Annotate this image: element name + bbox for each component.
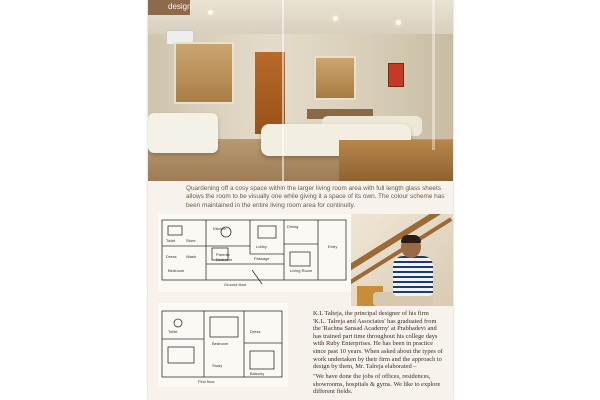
designer-portrait xyxy=(351,214,453,306)
sofa-left xyxy=(148,113,218,153)
room-label: Kitchen xyxy=(213,226,227,231)
ground-floor-plan xyxy=(158,214,354,292)
glass-partition xyxy=(282,0,284,181)
room-label: Balcony xyxy=(250,371,265,376)
section-label: design xyxy=(168,2,192,11)
glass-partition-edge xyxy=(432,0,435,150)
plan-title: First floor xyxy=(198,379,215,384)
room-label: Entry xyxy=(328,244,338,249)
ceiling-light xyxy=(208,10,213,15)
plan-title: Ground floor xyxy=(224,282,247,287)
room-label: Lobby xyxy=(256,244,267,249)
room-label: Toilet xyxy=(168,329,178,334)
ceiling-light xyxy=(396,20,401,25)
room-label: Wash xyxy=(186,254,197,259)
room-label: Living Room xyxy=(290,268,313,273)
wall-art xyxy=(388,63,404,87)
room-label: Bedroom xyxy=(212,341,229,346)
room-label: Toilet xyxy=(166,238,176,243)
wooden-plinth xyxy=(339,140,453,181)
wooden-door xyxy=(255,52,285,134)
bio-paragraph-1: K.L Talteja, the principal designer of his firm 'K.L. Talreja and Associates' has graduated from the 'Rachna Sansad Academy' at Prabhadevi and has trained part time throughout his college days with Ruby Enterprises. He has been in practice since past 10 years. When asked about the types of work undertaken by their firm and the approach to design by them, Mr. Talreja elaborated – xyxy=(313,310,443,371)
ceiling xyxy=(148,0,453,34)
first-floor-plan xyxy=(158,303,288,387)
portrait-hair xyxy=(401,235,421,243)
room-label: Bedroom xyxy=(168,268,185,273)
room-label: Dining xyxy=(287,224,299,229)
ceiling-light xyxy=(333,16,338,21)
window-blind-left xyxy=(174,42,234,104)
ground-floor-plan-drawing xyxy=(158,214,354,292)
room-label: Passage xyxy=(254,256,270,261)
window-blind-right xyxy=(314,56,356,100)
room-label: Study xyxy=(212,363,223,368)
magazine-page xyxy=(148,0,453,400)
striped-shirt xyxy=(393,256,433,296)
living-room-photo xyxy=(148,0,453,181)
room-label: Parents Bedroom xyxy=(216,252,233,262)
room-label: Dress xyxy=(166,254,177,259)
photo-caption: Quardening off a cosy space within the larger living room area with full length glass sheets allows the room to be visually one while giving it a space of its own. The colour scheme has been maintained in the entire living room area for continuity. xyxy=(186,185,445,209)
room-label: Dress xyxy=(250,329,261,334)
bio-paragraph-2: "We have done the jobs of offices, residences, showrooms, hospitals & gyms. We like to explore different fields. xyxy=(313,373,441,396)
room-label: Store xyxy=(186,238,196,243)
section-tab xyxy=(148,0,190,15)
